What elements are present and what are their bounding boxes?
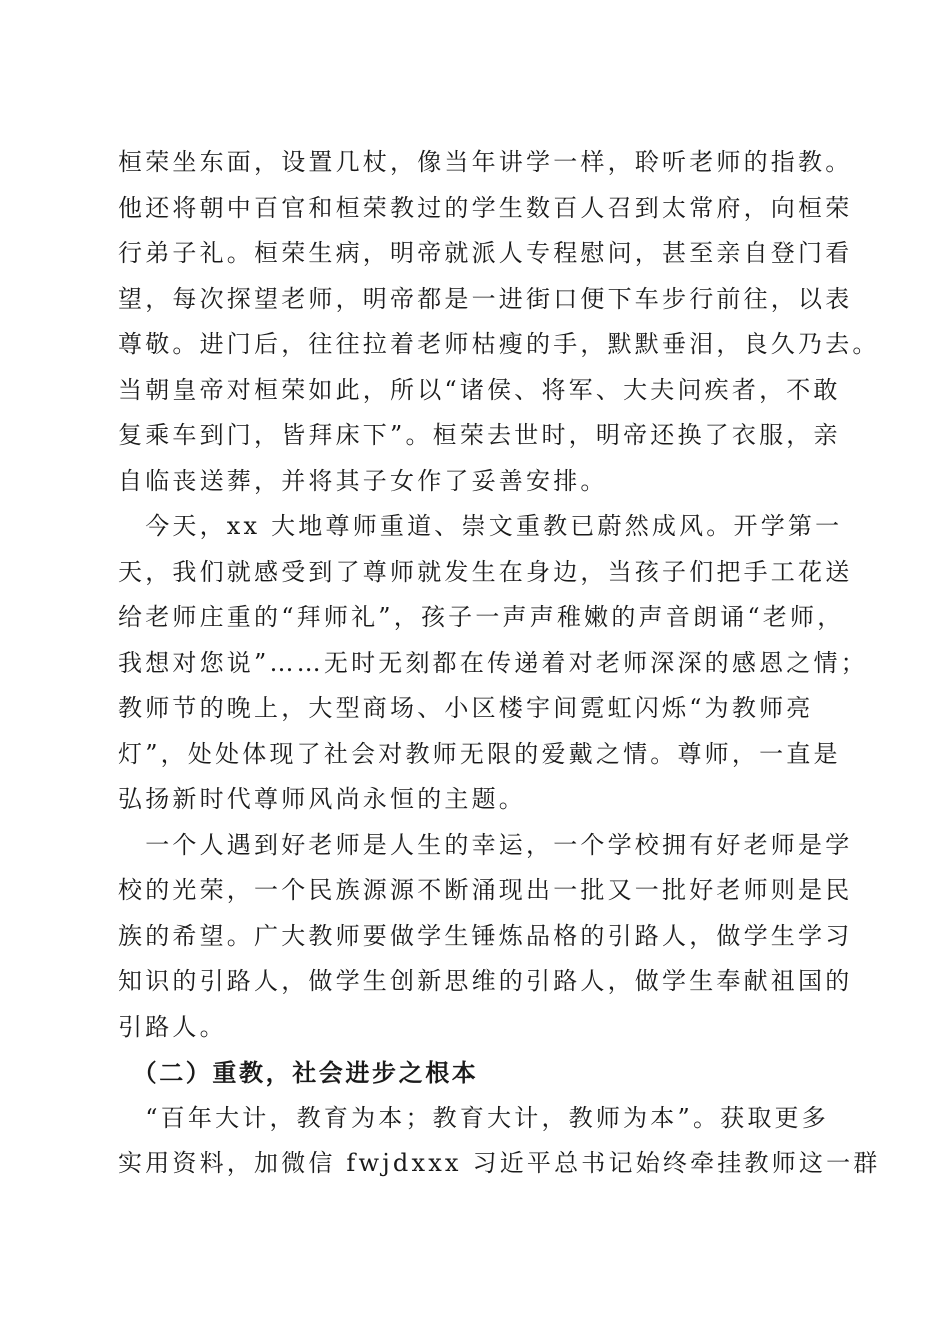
text-line: 当朝皇帝对桓荣如此，所以“诸侯、将军、大夫问疾者，不敢: [118, 375, 841, 404]
text-line: “百年大计，教育为本；教育大计，教师为本”。获取更多: [118, 1103, 829, 1132]
text-line: 尊敬。进门后，往往拉着老师枯瘦的手，默默垂泪，良久乃去。: [118, 330, 880, 358]
text-line: 教师节的晚上，大型商场、小区楼宇间霓虹闪烁“为教师亮: [118, 694, 814, 722]
text-line: 复乘车到门，皆拜床下”。桓荣去世时，明帝还换了衣服，亲: [118, 421, 841, 449]
text-line: 行弟子礼。桓荣生病，明帝就派人专程慰问，甚至亲自登门看: [118, 239, 853, 267]
text-line: 望，每次探望老师，明帝都是一进街口便下车步行前往，以表: [118, 284, 853, 313]
text-line: 校的光荣，一个民族源源不断涌现出一批又一批好老师则是民: [118, 876, 853, 904]
text-line: 桓荣坐东面，设置几杖，像当年讲学一样，聆听老师的指教。: [118, 148, 853, 176]
section-heading: （二）重教，社会进步之根本: [118, 1058, 479, 1087]
text-line: 今天，xx 大地尊师重道、崇文重教已蔚然成风。开学第一: [118, 512, 843, 540]
text-line: 实用资料，加微信 fwjdxxx 习近平总书记始终牵挂教师这一群: [118, 1149, 881, 1177]
text-line: 天，我们就感受到了尊师就发生在身边，当孩子们把手工花送: [118, 557, 853, 586]
text-line: 给老师庄重的“拜师礼”，孩子一声声稚嫩的声音朗诵“老师，: [118, 603, 845, 631]
body-text: [118, 140, 881, 1187]
text-line: 自临丧送葬，并将其子女作了妥善安排。: [118, 466, 608, 495]
text-line: 知识的引路人，做学生创新思维的引路人，做学生奉献祖国的: [118, 967, 853, 995]
text-line: 族的希望。广大教师要做学生锤炼品格的引路人，做学生学习: [118, 921, 853, 950]
text-line: 一个人遇到好老师是人生的幸运，一个学校拥有好老师是学: [118, 830, 853, 859]
text-line: 他还将朝中百官和桓荣教过的学生数百人召到太常府，向桓荣: [118, 193, 853, 222]
text-line: 弘扬新时代尊师风尚永恒的主题。: [118, 785, 526, 813]
text-line: 引路人。: [118, 1012, 227, 1041]
text-line: 我想对您说”……无时无刻都在传递着对老师深深的感恩之情；: [118, 648, 868, 677]
text-line: 灯”，处处体现了社会对教师无限的爱戴之情。尊师，一直是: [118, 739, 841, 768]
